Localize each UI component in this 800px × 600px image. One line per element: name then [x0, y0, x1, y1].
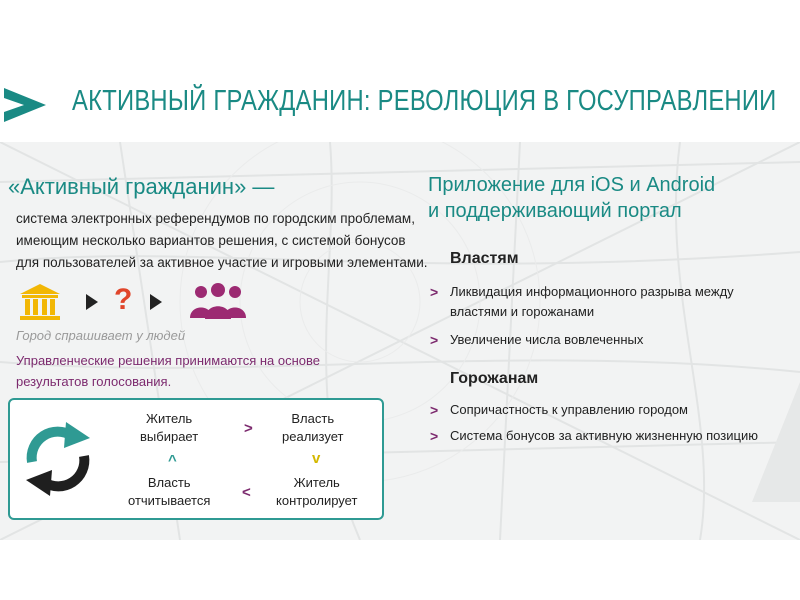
authorities-bullet: > Ликвидация информационного разрыва между властями и горожанами: [430, 284, 734, 319]
activecitizen-logo-icon: [4, 84, 46, 126]
bullet-chevron-icon: >: [430, 284, 439, 300]
refresh-cycle-icon: [20, 418, 96, 500]
slide: [0, 62, 800, 540]
bullet-chevron-icon: >: [430, 332, 439, 348]
citizens-bullet: > Сопричастность к управлению городом: [430, 402, 688, 418]
description-line: система электронных референдумов по городским проблемам,: [16, 211, 415, 226]
bullet-chevron-icon: >: [430, 428, 439, 444]
cycle-authority-reports: Власть отчитывается: [128, 475, 211, 508]
page-title: АКТИВНЫЙ ГРАЖДАНИН: РЕВОЛЮЦИЯ В ГОСУПРАВЛЕНИИ: [72, 85, 777, 117]
question-mark-icon: ?: [114, 283, 133, 316]
play-arrow-icon: [150, 294, 162, 310]
cycle-arrow-left: <: [242, 484, 251, 501]
government-building-icon: [18, 282, 62, 322]
people-group-icon: [188, 282, 248, 320]
flow-caption: Город спрашивает у людей: [16, 328, 186, 343]
flow-icons: [18, 282, 258, 322]
description: [16, 208, 428, 274]
cycle-arrow-down: v: [312, 450, 321, 467]
title-bar: [0, 62, 800, 142]
authorities-bullet: > Увеличение числа вовлеченных: [430, 332, 644, 348]
bullet-chevron-icon: >: [430, 402, 439, 418]
right-heading-line: Приложение для iOS и Android: [428, 174, 716, 196]
decision-line: Управленческие решения принимаются на основе: [16, 353, 320, 368]
right-heading-line: и поддерживающий портал: [428, 200, 682, 222]
decision-line: результатов голосования.: [16, 374, 172, 389]
right-heading: [428, 172, 788, 224]
cycle-resident-chooses: Житель выбирает: [140, 411, 199, 444]
cycle-box: [8, 398, 384, 520]
watermark-logo-icon: [752, 382, 800, 502]
left-heading: «Активный гражданин» —: [8, 174, 275, 199]
cycle-resident-controls: Житель контролирует: [276, 475, 358, 508]
citizens-bullet: > Система бонусов за активную жизненную позицию: [430, 428, 758, 444]
description-line: для пользователей за активное участие и игровыми элементами.: [16, 255, 428, 270]
cycle-arrow-right: >: [244, 420, 253, 437]
description-line: имеющим несколько вариантов решения, с системой бонусов: [16, 233, 406, 248]
cycle-authority-implements: Власть реализует: [282, 411, 344, 444]
citizens-section-title: Горожанам: [450, 370, 539, 387]
decision-note: [16, 350, 376, 392]
cycle-arrow-up: ^: [168, 452, 177, 469]
play-arrow-icon: [86, 294, 98, 310]
authorities-section-title: Властям: [450, 250, 519, 267]
